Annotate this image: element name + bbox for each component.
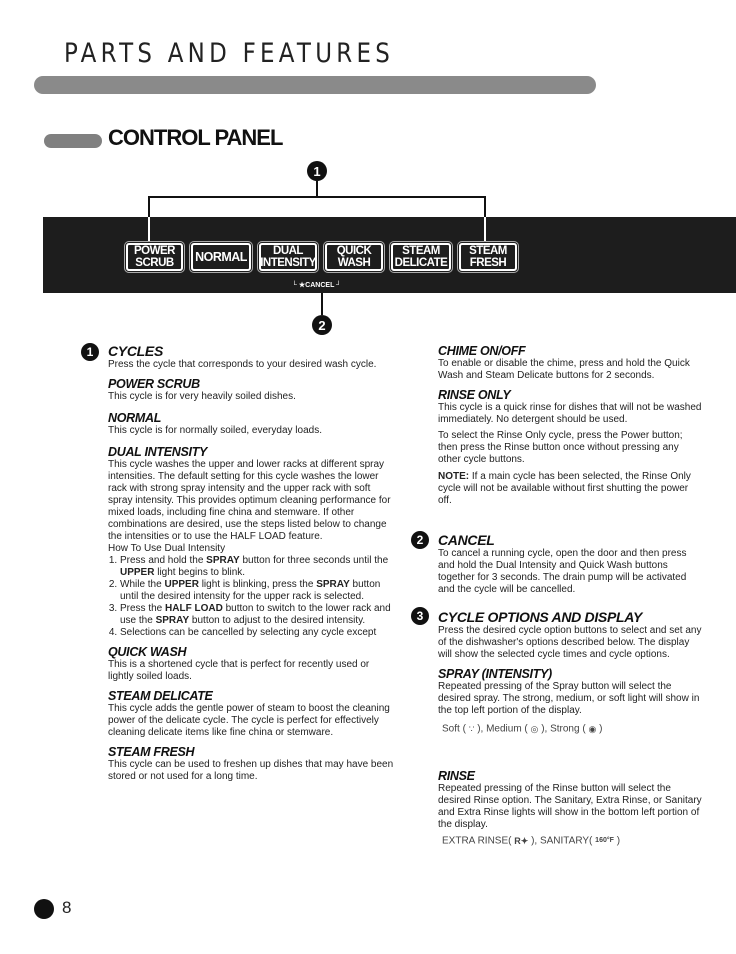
t: light begins to blink.: [154, 567, 246, 578]
section-pill: [44, 134, 102, 148]
rinse-end: ): [616, 835, 621, 847]
right-column: [438, 344, 704, 507]
callout-2: 2: [312, 315, 332, 335]
rinse-extra-label: EXTRA RINSE(: [442, 835, 512, 847]
btn-line1: NORMAL: [195, 250, 247, 264]
cycles-number: 1: [81, 343, 99, 361]
step-2: [120, 579, 396, 603]
spray-medium-icon: ◎: [530, 724, 539, 734]
callout-1-stem: [316, 181, 318, 197]
t: light is blinking, press the: [198, 579, 317, 590]
options-section: [438, 609, 704, 736]
steam-delicate-button[interactable]: [391, 243, 451, 271]
quick-wash-button[interactable]: [325, 243, 383, 271]
cancel-indicator: └ ★CANCEL ┘: [292, 282, 342, 289]
power-scrub-heading: POWER SCRUB: [108, 377, 200, 391]
page-number: 8: [62, 898, 72, 917]
t: SPRAY: [206, 555, 240, 566]
spray-text: Repeated pressing of the Spray button will select the desired spray. The strong, medium, or soft light will show in the top left portion of the display.: [438, 681, 700, 716]
steam-fresh-heading: STEAM FRESH: [108, 745, 195, 759]
step-1: [120, 555, 396, 579]
rinse-only-text-1: This cycle is a quick rinse for dishes that will not be washed immediately. No detergent should be used.: [438, 402, 702, 425]
dual-howto: How To Use Dual Intensity: [108, 543, 226, 554]
step-3: [120, 603, 396, 627]
steam-delicate-text: This cycle adds the gentle power of steam to boost the cleaning power of the delicate cycle. The cycle is perfect for effectively cleaning delicate items like fine china or stemware.: [108, 703, 390, 738]
btn-line1: STEAM: [469, 245, 507, 257]
sanitary-icon: 160°F: [595, 837, 614, 844]
rinse-heading: RINSE: [438, 769, 475, 783]
t: button for three seconds until the: [239, 555, 389, 566]
bracket-right-in: [484, 217, 486, 241]
bracket-line: [148, 196, 486, 198]
spray-strong-label: ), Strong (: [541, 723, 586, 735]
callout-1: 1: [307, 161, 327, 181]
btn-line1: POWER: [134, 245, 175, 257]
quick-wash-text: This is a shortened cycle that is perfect for recently used or lightly soiled loads.: [108, 659, 370, 682]
rinse-only-heading: RINSE ONLY: [438, 388, 511, 402]
dual-intensity-button[interactable]: [259, 243, 317, 271]
callout-2-stem: [321, 293, 323, 315]
rinse-only-text-2: To select the Rinse Only cycle, press the Power button; then press the Rinse button once without pressing any other cycle buttons.: [438, 430, 683, 465]
t: Press the: [120, 603, 166, 614]
cycles-heading: CYCLES: [108, 343, 163, 359]
btn-line2: SCRUB: [135, 257, 174, 269]
note: [438, 471, 704, 507]
normal-heading: NORMAL: [108, 411, 162, 425]
spray-heading: SPRAY (INTENSITY): [438, 667, 552, 681]
btn-line2: INTENSITY: [260, 257, 316, 269]
t: UPPER: [120, 567, 155, 578]
btn-line2: WASH: [337, 257, 371, 269]
power-scrub-text: This cycle is for very heavily soiled dishes.: [108, 391, 296, 402]
lg-logo-icon: [34, 899, 54, 919]
options-text: Press the desired cycle option buttons to select and set any of the dishwasher's options described below. The display will show the selected cycle times and cycle options.: [438, 625, 702, 660]
t: Press and hold the: [120, 555, 207, 566]
btn-line1: DUAL: [273, 245, 303, 257]
t: button to switch to the lower rack and use the: [120, 603, 391, 626]
spray-soft-label: Soft (: [442, 723, 466, 735]
spray-medium-label: ), Medium (: [477, 723, 528, 735]
cancel-text: To cancel a running cycle, open the door and then press and hold the Dual Intensity and Quick Wash buttons together for 3 seconds. The drain pump will be activated and the cycle will be cancelled.: [438, 548, 687, 595]
rinse-options: [438, 835, 704, 848]
steam-fresh-button[interactable]: [459, 243, 517, 271]
chime-text: To enable or disable the chime, press and hold the Quick Wash and Steam Delicate buttons for 2 seconds.: [438, 358, 690, 381]
t: SPRAY: [316, 579, 350, 590]
rinse-sanitary-label: ), SANITARY(: [531, 835, 593, 847]
header-bar: [34, 76, 596, 94]
dual-intensity-text: This cycle washes the upper and lower racks at different spray intensities. The default setting for this cycle washes the lower rack with strong spray intensity and the upper rack with soft spray intensity. This provides optimum cleaning performance for mixed loads, including fine china and stemware. If other combinations are desired, use the steps listed below to change the intensities or to use the HALF LOAD feature.: [108, 459, 391, 542]
t: UPPER: [164, 579, 199, 590]
steam-fresh-text: This cycle can be used to freshen up dishes that may have been stored or not used for a long time.: [108, 759, 394, 782]
options-heading: CYCLE OPTIONS AND DISPLAY: [438, 609, 643, 625]
spray-end: ): [599, 723, 603, 735]
cancel-heading: CANCEL: [438, 532, 495, 548]
note-label: NOTE:: [438, 471, 470, 482]
left-column: [108, 343, 396, 783]
normal-button[interactable]: [191, 243, 251, 271]
normal-text: This cycle is for normally soiled, everyday loads.: [108, 425, 322, 436]
bracket-left-in: [148, 217, 150, 241]
t: button until the desired intensity for the upper rack is selected.: [120, 579, 381, 602]
btn-line2: DELICATE: [394, 257, 448, 269]
t: SPRAY: [155, 615, 190, 626]
steam-delicate-heading: STEAM DELICATE: [108, 689, 213, 703]
extra-rinse-icon: R✦: [514, 836, 529, 846]
t: button to adjust to the desired intensity.: [189, 615, 366, 626]
cancel-section: [438, 532, 704, 596]
options-number: 3: [411, 607, 429, 625]
btn-line1: STEAM: [402, 245, 440, 257]
spray-soft-icon: ∵: [468, 724, 475, 734]
dual-steps: [108, 555, 396, 639]
dual-intensity-heading: DUAL INTENSITY: [108, 445, 208, 459]
spray-options: [438, 723, 704, 736]
page-header-title: PARTS AND FEATURES: [64, 38, 395, 69]
quick-wash-heading: QUICK WASH: [108, 645, 187, 659]
rinse-section: [438, 769, 704, 848]
btn-line1: QUICK: [336, 245, 372, 257]
t: HALF LOAD: [165, 603, 223, 614]
t: While the: [120, 579, 165, 590]
spray-strong-icon: ◉: [588, 724, 597, 734]
cancel-number: 2: [411, 531, 429, 549]
section-title: CONTROL PANEL: [108, 125, 283, 150]
chime-heading: CHIME ON/OFF: [438, 344, 526, 358]
power-scrub-button[interactable]: [126, 243, 183, 271]
btn-line2: FRESH: [469, 257, 507, 269]
note-text: If a main cycle has been selected, the Rinse Only cycle will not be available without first shutting the power off.: [438, 471, 691, 506]
rinse-text: Repeated pressing of the Rinse button will select the desired Rinse option. The Sanitary, Extra Rinse, or Sanitary and Extra Rinse lights will show in the bottom left portion of the display.: [438, 783, 702, 830]
step-4: 4. Selections can be cancelled by selecting any cycle except: [120, 627, 396, 639]
cycles-text: Press the cycle that corresponds to your desired wash cycle.: [108, 359, 377, 370]
